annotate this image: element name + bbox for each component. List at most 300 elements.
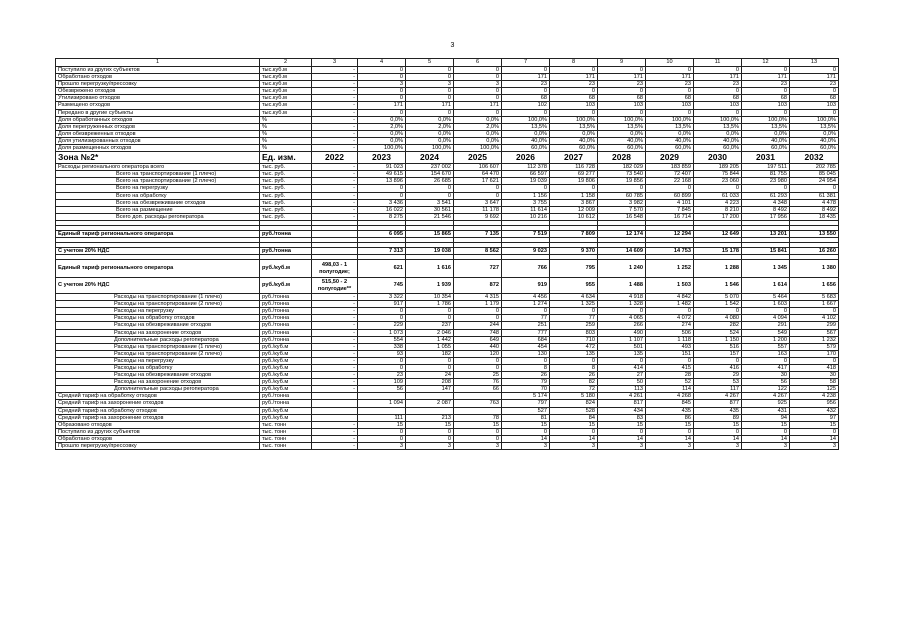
- row-value: 23 060: [694, 178, 742, 185]
- row-value: 454: [502, 343, 550, 350]
- column-number: 10: [646, 59, 694, 67]
- row-value: 100,0%: [550, 116, 598, 123]
- row-value: 135: [550, 350, 598, 357]
- row-value: 82: [550, 379, 598, 386]
- row-value: 16 260: [790, 247, 839, 254]
- row-value: 13,5%: [646, 123, 694, 130]
- row-value: 170: [790, 350, 839, 357]
- row-value: 434: [598, 407, 646, 414]
- row-value: 7 519: [502, 230, 550, 237]
- table-row: [56, 372, 839, 379]
- row-value: 60 785: [598, 192, 646, 199]
- row-value: 100,0%: [694, 116, 742, 123]
- year-header: 2029: [646, 152, 694, 164]
- row-value: 259: [550, 322, 598, 329]
- row-value: 49 615: [358, 171, 406, 178]
- row-value: 15 841: [742, 247, 790, 254]
- row-value: 68: [598, 95, 646, 102]
- table-row: [56, 109, 839, 116]
- row-value: 0,0%: [358, 130, 406, 137]
- row-value: 89: [694, 414, 742, 421]
- row-base-value: -: [312, 329, 358, 336]
- row-label: Единый тариф регионального оператора: [56, 260, 260, 278]
- row-value: 147: [406, 386, 454, 393]
- row-value: 12 174: [598, 230, 646, 237]
- year-header: 2024: [406, 152, 454, 164]
- year-header: 2030: [694, 152, 742, 164]
- row-value: 13,5%: [502, 123, 550, 130]
- row-value: 0,0%: [454, 130, 502, 137]
- row-value: 0: [454, 67, 502, 74]
- row-value: 56: [358, 386, 406, 393]
- row-value: 0: [790, 308, 839, 315]
- row-value: 0: [406, 357, 454, 364]
- table-row: [56, 81, 839, 88]
- row-base-value: -: [312, 372, 358, 379]
- row-value: 86: [646, 414, 694, 421]
- row-value: 61 033: [694, 192, 742, 199]
- row-value: 0: [454, 185, 502, 192]
- row-value: 1 232: [790, 336, 839, 343]
- year-header: 2028: [598, 152, 646, 164]
- row-value: 649: [454, 336, 502, 343]
- row-value: 13 550: [790, 230, 839, 237]
- row-value: 0: [742, 308, 790, 315]
- row-value: 917: [358, 301, 406, 308]
- row-value: 415: [646, 365, 694, 372]
- row-value: 6 095: [358, 230, 406, 237]
- row-value: 8 275: [358, 213, 406, 220]
- row-value: 0: [502, 308, 550, 315]
- row-value: 4 065: [598, 315, 646, 322]
- row-value: 0: [790, 428, 839, 435]
- row-value: 171: [646, 74, 694, 81]
- column-number: 9: [598, 59, 646, 67]
- row-value: 182 029: [598, 164, 646, 171]
- row-value: 872: [454, 278, 502, 294]
- row-value: 15: [358, 421, 406, 428]
- row-value: 66: [454, 386, 502, 393]
- row-unit: руб./куб.м: [260, 379, 312, 386]
- row-value: 0: [742, 185, 790, 192]
- row-unit: руб./тонна: [260, 393, 312, 400]
- row-value: 745: [358, 278, 406, 294]
- row-value: 11 614: [502, 206, 550, 213]
- row-value: 237: [406, 322, 454, 329]
- row-value: 7 809: [550, 230, 598, 237]
- row-value: 0,0%: [358, 137, 406, 144]
- row-value: 19 039: [502, 178, 550, 185]
- row-base-value: -: [312, 123, 358, 130]
- row-value: 14: [742, 435, 790, 442]
- column-number: 7: [502, 59, 550, 67]
- row-value: 0: [358, 357, 406, 364]
- table-row: [56, 185, 839, 192]
- row-value: 925: [742, 400, 790, 407]
- row-value: 171: [742, 74, 790, 81]
- row-value: 111: [358, 414, 406, 421]
- row-base-value: -: [312, 74, 358, 81]
- row-unit: руб./тонна: [260, 329, 312, 336]
- row-label: Расходы на транспортирование (2 плечо): [56, 350, 260, 357]
- row-value: 4 315: [454, 294, 502, 301]
- row-value: 102: [502, 102, 550, 109]
- row-value: 19 856: [598, 178, 646, 185]
- row-label: Обезврежено отходов: [56, 88, 260, 95]
- table-row: [56, 414, 839, 421]
- row-value: 15: [598, 421, 646, 428]
- row-base-value: [312, 407, 358, 414]
- row-base-value: -: [312, 178, 358, 185]
- row-value: 30: [790, 372, 839, 379]
- column-number: 2: [260, 59, 312, 67]
- row-unit: тыс.куб.м: [260, 109, 312, 116]
- row-label: Расходы на обезвреживание отходов: [56, 322, 260, 329]
- row-value: 13 896: [358, 178, 406, 185]
- row-value: 0: [406, 67, 454, 74]
- row-unit: %: [260, 123, 312, 130]
- row-value: 0: [502, 357, 550, 364]
- row-value: 103: [646, 102, 694, 109]
- row-value: 23: [790, 81, 839, 88]
- row-label: Расходы на перегрузку: [56, 308, 260, 315]
- row-value: 797: [502, 400, 550, 407]
- row-value: 0: [742, 428, 790, 435]
- row-value: 19 038: [406, 247, 454, 254]
- row-value: 0: [406, 95, 454, 102]
- row-value: 3: [646, 443, 694, 450]
- row-base-value: -: [312, 294, 358, 301]
- row-base-value: [312, 414, 358, 421]
- row-value: 472: [550, 343, 598, 350]
- row-value: 15: [502, 421, 550, 428]
- row-value: 183 859: [646, 164, 694, 171]
- row-label: Всего на транспортирование (1 плечо): [56, 171, 260, 178]
- row-value: 68: [502, 95, 550, 102]
- row-value: 0: [406, 109, 454, 116]
- table-row: [56, 400, 839, 407]
- row-unit: %: [260, 130, 312, 137]
- row-value: 182: [406, 350, 454, 357]
- column-number: 8: [550, 59, 598, 67]
- row-unit: руб./куб.м: [260, 278, 312, 294]
- table-row: [56, 343, 839, 350]
- row-value: 68: [742, 95, 790, 102]
- row-value: 23: [694, 81, 742, 88]
- row-value: 2,0%: [454, 123, 502, 130]
- row-value: 85 045: [790, 171, 839, 178]
- row-value: 75 844: [694, 171, 742, 178]
- row-value: 12 294: [646, 230, 694, 237]
- row-value: 13,5%: [598, 123, 646, 130]
- row-value: 21 546: [406, 213, 454, 220]
- row-value: 113: [598, 386, 646, 393]
- row-value: 8 562: [454, 247, 502, 254]
- row-base-value: [312, 247, 358, 254]
- table-row: [56, 294, 839, 301]
- row-value: 0: [790, 357, 839, 364]
- row-value: 0: [502, 428, 550, 435]
- column-number: 6: [454, 59, 502, 67]
- table-row: [56, 301, 839, 308]
- row-base-value: -: [312, 88, 358, 95]
- row-value: 13,5%: [550, 123, 598, 130]
- row-value: 0: [694, 428, 742, 435]
- row-value: 213: [406, 414, 454, 421]
- row-value: 0: [694, 185, 742, 192]
- row-value: 0: [358, 67, 406, 74]
- row-value: 3 647: [454, 199, 502, 206]
- row-value: 16 548: [598, 213, 646, 220]
- row-value: 0: [454, 308, 502, 315]
- row-value: 7 135: [454, 230, 502, 237]
- row-value: 26 685: [406, 178, 454, 185]
- row-value: 13,5%: [694, 123, 742, 130]
- row-label: Расходы на захоронение отходов: [56, 329, 260, 336]
- row-value: 60,0%: [550, 145, 598, 152]
- row-value: 0: [646, 88, 694, 95]
- row-value: 4 267: [694, 393, 742, 400]
- row-value: 3: [406, 443, 454, 450]
- row-value: 748: [454, 329, 502, 336]
- row-unit: руб./тонна: [260, 308, 312, 315]
- row-value: 28: [646, 372, 694, 379]
- row-value: 0: [358, 95, 406, 102]
- row-base-value: -: [312, 137, 358, 144]
- row-base-value: 515,50 - 2 полугодие**: [312, 278, 358, 294]
- tariff-m3-row: [56, 260, 839, 278]
- row-label: Поступило из других субъектов: [56, 67, 260, 74]
- row-value: 40,0%: [598, 137, 646, 144]
- row-value: 4 634: [550, 294, 598, 301]
- row-value: 0: [454, 192, 502, 199]
- row-value: 60 899: [646, 192, 694, 199]
- row-value: 1 546: [694, 278, 742, 294]
- row-value: 24: [406, 372, 454, 379]
- row-value: 0: [742, 67, 790, 74]
- row-value: 1 150: [694, 336, 742, 343]
- row-base-value: -: [312, 130, 358, 137]
- row-value: 68: [550, 95, 598, 102]
- row-value: 0: [406, 308, 454, 315]
- row-value: 81 755: [742, 171, 790, 178]
- row-label: Доля перегруженных отходов: [56, 123, 260, 130]
- row-value: 100,0%: [502, 116, 550, 123]
- row-base-value: -: [312, 81, 358, 88]
- row-base-value: -: [312, 357, 358, 364]
- row-value: 22 168: [646, 178, 694, 185]
- row-value: 50: [598, 379, 646, 386]
- row-value: 0: [454, 315, 502, 322]
- row-label: Расходы на захоронение отходов: [56, 379, 260, 386]
- row-base-value: -: [312, 164, 358, 171]
- row-value: 15: [454, 421, 502, 428]
- row-value: 18 435: [790, 213, 839, 220]
- row-value: 490: [598, 329, 646, 336]
- row-value: 171: [406, 102, 454, 109]
- row-value: [358, 407, 406, 414]
- row-value: 171: [550, 74, 598, 81]
- row-value: 229: [358, 322, 406, 329]
- row-value: 0: [406, 74, 454, 81]
- row-value: 435: [694, 407, 742, 414]
- row-label: Всего на обезвреживание отходов: [56, 199, 260, 206]
- row-value: 0: [598, 308, 646, 315]
- year-header: 2025: [454, 152, 502, 164]
- row-value: 14 753: [646, 247, 694, 254]
- column-number: 3: [312, 59, 358, 67]
- row-value: 0: [358, 315, 406, 322]
- row-value: 114: [646, 386, 694, 393]
- row-unit: руб./куб.м: [260, 414, 312, 421]
- row-unit: тыс. руб.: [260, 206, 312, 213]
- row-base-value: -: [312, 171, 358, 178]
- row-value: 0: [550, 428, 598, 435]
- row-value: 14: [502, 435, 550, 442]
- row-value: 0,0%: [358, 116, 406, 123]
- row-value: 100,0%: [742, 116, 790, 123]
- row-value: 0: [406, 315, 454, 322]
- row-value: 30 561: [406, 206, 454, 213]
- row-value: 3: [790, 443, 839, 450]
- column-number: 5: [406, 59, 454, 67]
- row-value: 3: [406, 81, 454, 88]
- row-base-value: -: [312, 192, 358, 199]
- row-value: 100,0%: [358, 145, 406, 152]
- row-value: 77: [550, 315, 598, 322]
- row-value: 61 381: [790, 192, 839, 199]
- row-label: Расходы на обезвреживание отходов: [56, 372, 260, 379]
- row-value: 2,0%: [406, 123, 454, 130]
- row-value: 40,0%: [694, 137, 742, 144]
- row-value: [454, 393, 502, 400]
- row-value: 72 407: [646, 171, 694, 178]
- row-value: 3 436: [358, 199, 406, 206]
- row-label: Обработано отходов: [56, 74, 260, 81]
- row-value: 15: [406, 421, 454, 428]
- row-value: 3: [694, 443, 742, 450]
- row-value: 14: [694, 435, 742, 442]
- row-value: 8 210: [694, 206, 742, 213]
- row-value: 17 200: [694, 213, 742, 220]
- row-base-value: -: [312, 185, 358, 192]
- row-value: 2 046: [406, 329, 454, 336]
- row-value: 15 178: [694, 247, 742, 254]
- row-value: 4 918: [598, 294, 646, 301]
- row-value: 1 542: [694, 301, 742, 308]
- table-row: [56, 95, 839, 102]
- row-value: 0: [646, 308, 694, 315]
- row-unit: руб./куб.м: [260, 365, 312, 372]
- row-value: 0,0%: [598, 130, 646, 137]
- row-value: 0: [358, 435, 406, 442]
- base-year: 2022: [312, 152, 358, 164]
- row-value: 727: [454, 260, 502, 278]
- row-value: 0: [742, 357, 790, 364]
- row-base-value: -: [312, 301, 358, 308]
- zone-header-row: [56, 152, 839, 164]
- row-value: 3: [358, 443, 406, 450]
- table-row: [56, 74, 839, 81]
- row-value: 527: [502, 407, 550, 414]
- row-value: 0: [358, 192, 406, 199]
- row-value: 1 939: [406, 278, 454, 294]
- row-value: [454, 407, 502, 414]
- row-value: 1 073: [358, 329, 406, 336]
- row-value: 282: [694, 322, 742, 329]
- row-unit: тыс. руб.: [260, 178, 312, 185]
- table-row: [56, 350, 839, 357]
- row-value: 0: [598, 67, 646, 74]
- row-value: 1 603: [742, 301, 790, 308]
- row-value: 919: [502, 278, 550, 294]
- row-value: 8: [502, 365, 550, 372]
- row-value: 68: [646, 95, 694, 102]
- row-value: 13,5%: [742, 123, 790, 130]
- row-value: 3: [598, 443, 646, 450]
- row-value: 171: [358, 102, 406, 109]
- row-value: 1 488: [598, 278, 646, 294]
- row-base-value: -: [312, 336, 358, 343]
- row-value: 171: [790, 74, 839, 81]
- row-unit: руб./куб.м: [260, 357, 312, 364]
- table-row: [56, 386, 839, 393]
- row-value: 431: [742, 407, 790, 414]
- row-value: 8: [550, 365, 598, 372]
- row-value: 81: [502, 414, 550, 421]
- row-value: 817: [598, 400, 646, 407]
- row-value: 197 511: [742, 164, 790, 171]
- row-value: 3: [454, 443, 502, 450]
- row-value: 171: [598, 74, 646, 81]
- row-value: 8 492: [790, 206, 839, 213]
- row-value: 7 570: [598, 206, 646, 213]
- row-value: 0,0%: [550, 130, 598, 137]
- row-unit: тыс.куб.м: [260, 81, 312, 88]
- row-label: Расходы на обработку отходов: [56, 315, 260, 322]
- row-value: 40,0%: [502, 137, 550, 144]
- row-value: 1 614: [742, 278, 790, 294]
- row-value: 416: [694, 365, 742, 372]
- row-value: 3: [550, 443, 598, 450]
- row-unit: руб./тонна: [260, 322, 312, 329]
- row-value: 15 865: [406, 230, 454, 237]
- row-value: 17 621: [454, 178, 502, 185]
- row-value: 64 470: [454, 171, 502, 178]
- row-base-value: -: [312, 435, 358, 442]
- row-unit: тыс. руб.: [260, 185, 312, 192]
- row-value: 14: [598, 435, 646, 442]
- tariff-row: [56, 230, 839, 237]
- row-value: 0: [454, 435, 502, 442]
- row-value: 103: [694, 102, 742, 109]
- row-value: 0: [598, 357, 646, 364]
- row-value: 52: [646, 379, 694, 386]
- row-value: 15: [790, 421, 839, 428]
- table-row: [56, 308, 839, 315]
- row-value: 79: [502, 379, 550, 386]
- row-value: 1 786: [406, 301, 454, 308]
- row-value: 0: [694, 88, 742, 95]
- row-value: 120: [454, 350, 502, 357]
- row-value: 24 954: [790, 178, 839, 185]
- row-value: 291: [742, 322, 790, 329]
- row-value: 5 174: [502, 393, 550, 400]
- row-value: 0: [358, 308, 406, 315]
- row-value: 0: [454, 74, 502, 81]
- row-value: 0: [358, 88, 406, 95]
- row-value: 763: [454, 400, 502, 407]
